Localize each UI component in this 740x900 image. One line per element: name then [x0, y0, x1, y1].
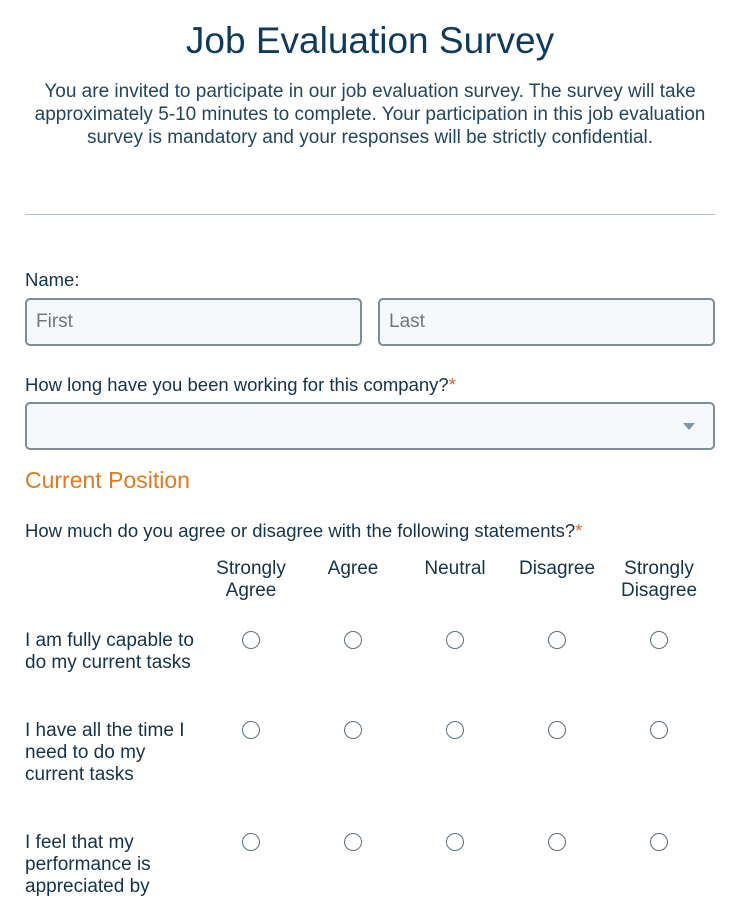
radio-agree[interactable]	[344, 833, 362, 851]
column-header: Strongly Agree	[216, 558, 286, 601]
radio-agree[interactable]	[344, 631, 362, 649]
radio-strongly-agree[interactable]	[242, 631, 260, 649]
radio-strongly-disagree[interactable]	[650, 833, 668, 851]
column-header: Strongly Disagree	[620, 558, 698, 601]
required-mark: *	[448, 374, 456, 395]
matrix-question-text: How much do you agree or disagree with the following statements?	[25, 520, 576, 541]
divider	[25, 214, 715, 215]
name-label: Name:	[25, 269, 80, 290]
tenure-label-text: How long have you been working for this company?	[25, 374, 449, 395]
radio-disagree[interactable]	[548, 833, 566, 851]
radio-disagree[interactable]	[548, 721, 566, 739]
row-label: I have all the time I need to do my current tasks	[25, 720, 185, 785]
column-header: Neutral	[424, 558, 486, 579]
matrix-question	[25, 520, 582, 542]
radio-disagree[interactable]	[548, 631, 566, 649]
last-name-input[interactable]	[378, 298, 715, 346]
column-header: Disagree	[518, 558, 596, 579]
tenure-label	[25, 374, 456, 396]
tenure-select[interactable]	[25, 402, 715, 450]
radio-agree[interactable]	[344, 721, 362, 739]
chevron-down-icon	[683, 423, 695, 430]
survey-intro: You are invited to participate in our job evaluation survey. The survey will take approximately 5-10 minutes to complete. Your participation in this job evaluation survey is mandatory and your responses will be strictly confidential.	[34, 81, 706, 148]
radio-strongly-disagree[interactable]	[650, 721, 668, 739]
page-title: Job Evaluation Survey	[185, 20, 555, 61]
radio-neutral[interactable]	[446, 631, 464, 649]
radio-neutral[interactable]	[446, 721, 464, 739]
section-title: Current Position	[25, 467, 190, 493]
required-mark: *	[575, 520, 583, 541]
row-label: I feel that my performance is appreciated by	[25, 832, 151, 897]
radio-strongly-disagree[interactable]	[650, 631, 668, 649]
first-name-input[interactable]	[25, 298, 362, 346]
radio-strongly-agree[interactable]	[242, 721, 260, 739]
radio-neutral[interactable]	[446, 833, 464, 851]
row-label: I am fully capable to do my current tasks	[25, 630, 194, 673]
radio-strongly-agree[interactable]	[242, 833, 260, 851]
column-header: Agree	[327, 558, 379, 579]
